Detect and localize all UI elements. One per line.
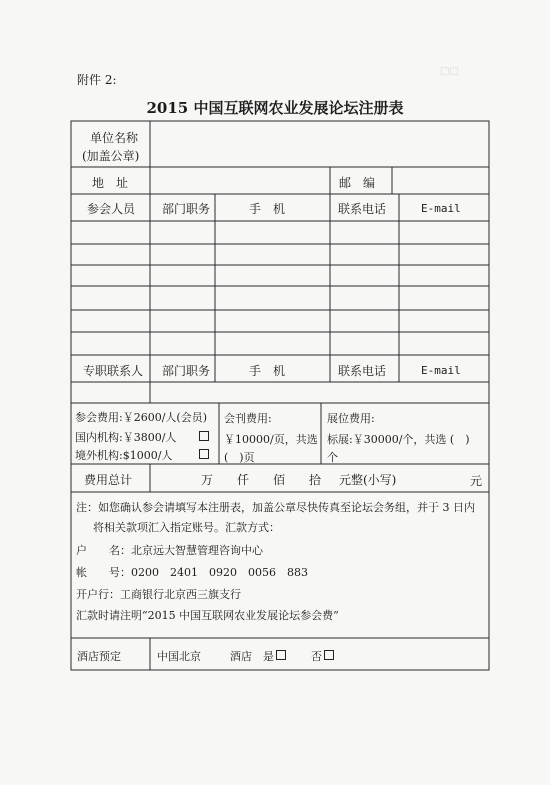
fee-overseas: 境外机构:$1000/人	[75, 449, 173, 462]
hotel-label: 酒店预定	[77, 650, 121, 663]
note-line-1: 注：如您确认参会请填写本注册表，加盖公章尽快传真至论坛会务组，并于 3 日内	[76, 501, 475, 514]
note-line-2: 将相关款项汇入指定账号。汇款方式：	[93, 521, 280, 534]
total-lowercase-label: 元整(小写)	[339, 473, 397, 487]
hotel-name-label: 酒店	[230, 650, 252, 663]
attendees-email-header: E-mail	[421, 202, 461, 215]
address-field[interactable]	[152, 169, 328, 192]
attendees-tel-header: 联系电话	[338, 202, 387, 216]
total-yuan: 元	[470, 474, 483, 488]
exhibit-fee-title: 展位费用:	[327, 412, 375, 425]
contact-mobile-header: 手 机	[249, 364, 286, 378]
total-lowercase-field[interactable]	[404, 466, 474, 490]
journal-fee-line: ￥10000/页，共选	[224, 433, 318, 446]
attendees-mobile-header: 手 机	[249, 202, 286, 216]
total-amount-units: 万 仟 佰 拾	[201, 473, 322, 487]
contact-row[interactable]	[72, 383, 488, 402]
contact-dept-header: 部门职务	[162, 364, 211, 378]
hotel-no-label: 否	[311, 650, 322, 663]
form-title: 2015 中国互联网农业发展论坛注册表	[146, 99, 404, 117]
fee-member: 参会费用:￥2600/人(会员)	[75, 411, 207, 424]
attendees-dept-header: 部门职务	[162, 202, 211, 216]
attachment-label: 附件 2:	[77, 73, 117, 87]
contact-email-header: E-mail	[421, 364, 461, 377]
attendees-label: 参会人员	[87, 202, 136, 216]
address-label: 地 址	[92, 176, 129, 190]
contact-label: 专职联系人	[83, 364, 144, 378]
unit-name-label: 单位名称	[90, 131, 139, 145]
hotel-city: 中国北京	[157, 650, 201, 663]
fee-overseas-checkbox[interactable]	[199, 449, 209, 459]
unit-seal-hint: (加盖公章)	[82, 149, 140, 163]
total-label: 费用总计	[84, 473, 133, 487]
postcode-label: 邮 编	[339, 176, 376, 190]
fee-domestic: 国内机构:￥3800/人	[75, 431, 177, 444]
attendee-row[interactable]	[72, 287, 488, 309]
hotel-yes-label: 是	[263, 650, 274, 663]
attendee-row[interactable]	[72, 266, 488, 285]
journal-pages-field[interactable]: ( )页	[224, 451, 255, 464]
bank-name: 开户行：工商银行北京西三旗支行	[76, 588, 241, 601]
exhibit-fee-line: 标展:￥30000/个，共选 ( )	[327, 433, 470, 446]
attendee-row[interactable]	[72, 311, 488, 331]
account-number: 帐 号：0200 2401 0920 0056 883	[76, 566, 308, 579]
contact-tel-header: 联系电话	[338, 364, 387, 378]
unit-name-field[interactable]	[152, 123, 487, 165]
postcode-field[interactable]	[394, 169, 487, 192]
bleed-through-artifact: □□	[440, 66, 459, 77]
hotel-no-checkbox[interactable]	[324, 650, 334, 660]
attendee-row[interactable]	[72, 333, 488, 354]
remittance-remark: 汇款时请注明“2015 中国互联网农业发展论坛参会费”	[76, 609, 339, 622]
exhibit-unit: 个	[327, 451, 338, 464]
total-amount-words-field[interactable]	[152, 466, 342, 490]
attendee-row[interactable]	[72, 222, 488, 243]
account-name: 户 名：北京远大智慧管理咨询中心	[76, 544, 263, 557]
journal-fee-title: 会刊费用:	[224, 412, 272, 425]
hotel-yes-checkbox[interactable]	[276, 650, 286, 660]
fee-domestic-checkbox[interactable]	[199, 431, 209, 441]
attendee-row[interactable]	[72, 245, 488, 264]
